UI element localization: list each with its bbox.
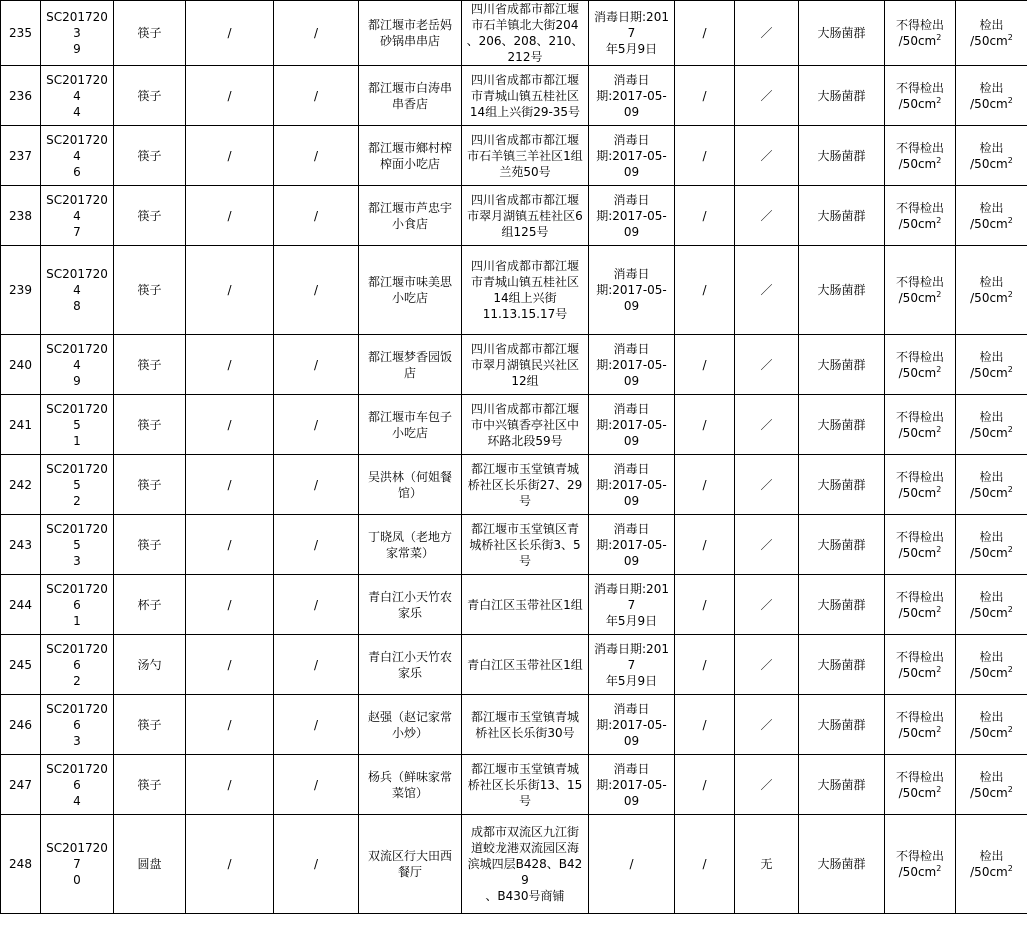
disinfection-date-cell: /: [589, 815, 675, 914]
standard-cell: [885, 1, 956, 66]
standard-cell: [885, 335, 956, 395]
unit-superscript: 2: [1007, 544, 1013, 554]
test-item-cell: 大肠菌群: [799, 335, 885, 395]
blank-cell-5: /: [274, 815, 359, 914]
table-row: [1, 455, 1027, 515]
unit-superscript: 2: [936, 724, 942, 734]
standard-cell: [885, 635, 956, 695]
table-row: [1, 335, 1027, 395]
result-cell-text: 检出 /50cm: [970, 769, 1008, 800]
standard-cell: [885, 695, 956, 755]
row-index-cell: 248: [1, 815, 41, 914]
result-cell: [956, 66, 1027, 126]
unit-superscript: 2: [936, 784, 942, 794]
standard-cell: [885, 815, 956, 914]
blank-cell-9: /: [675, 126, 735, 186]
blank-cell-10: ／: [735, 635, 799, 695]
blank-cell-5: /: [274, 66, 359, 126]
sample-code-cell: SC2017206 1: [41, 575, 114, 635]
result-cell: [956, 695, 1027, 755]
blank-cell-9: /: [675, 695, 735, 755]
standard-cell: [885, 575, 956, 635]
blank-cell-9: /: [675, 186, 735, 246]
standard-cell-text: 不得检出 /50cm: [895, 849, 944, 879]
result-cell-text: 检出 /50cm: [970, 80, 1008, 111]
row-index-cell: 235: [1, 1, 41, 66]
table-row: [1, 186, 1027, 246]
test-item-cell: 大肠菌群: [799, 126, 885, 186]
result-cell-text: 检出 /50cm: [970, 849, 1008, 879]
unit-superscript: 2: [936, 484, 942, 494]
blank-cell-9: /: [675, 395, 735, 455]
standard-cell: [885, 126, 956, 186]
row-index-cell: 239: [1, 246, 41, 335]
result-cell: [956, 455, 1027, 515]
table-row: [1, 815, 1027, 914]
result-cell-text: 检出 /50cm: [970, 275, 1008, 305]
result-cell-text: 检出 /50cm: [970, 649, 1008, 680]
business-name-cell: 青白江小天竹农 家乐: [359, 635, 462, 695]
unit-superscript: 2: [1007, 215, 1013, 225]
disinfection-date-cell: 消毒日 期:2017-05- 09: [589, 335, 675, 395]
sample-code-cell: SC2017206 3: [41, 695, 114, 755]
test-item-cell: 大肠菌群: [799, 575, 885, 635]
sample-item-cell: 筷子: [114, 335, 186, 395]
blank-cell-4: /: [186, 755, 274, 815]
unit-superscript: 2: [1007, 784, 1013, 794]
row-index-cell: 243: [1, 515, 41, 575]
standard-cell-text: 不得检出 /50cm: [895, 529, 944, 560]
blank-cell-10: ／: [735, 1, 799, 66]
result-cell-text: 检出 /50cm: [970, 349, 1008, 380]
test-item-cell: 大肠菌群: [799, 395, 885, 455]
row-index-cell: 244: [1, 575, 41, 635]
business-name-cell: 都江堰市白涛串 串香店: [359, 66, 462, 126]
unit-superscript: 2: [936, 864, 942, 873]
blank-cell-10: ／: [735, 335, 799, 395]
standard-cell: [885, 246, 956, 335]
blank-cell-9: /: [675, 575, 735, 635]
standard-cell-text: 不得检出 /50cm: [895, 18, 944, 48]
row-index-cell: 245: [1, 635, 41, 695]
disinfection-date-cell: 消毒日 期:2017-05- 09: [589, 246, 675, 335]
business-name-cell: 都江堰市老岳妈 砂锅串串店: [359, 1, 462, 66]
sample-item-cell: 筷子: [114, 1, 186, 66]
blank-cell-9: /: [675, 335, 735, 395]
result-cell: [956, 335, 1027, 395]
blank-cell-5: /: [274, 246, 359, 335]
blank-cell-4: /: [186, 66, 274, 126]
blank-cell-4: /: [186, 815, 274, 914]
unit-superscript: 2: [936, 290, 942, 299]
business-address-cell: 四川省成都市都江堰 市石羊镇北大街204 、206、208、210、 212号: [462, 1, 589, 66]
business-address-cell: 成都市双流区九江街 道蛟龙港双流园区海 滨城四层B428、B429 、B430号商铺: [462, 815, 589, 914]
disinfection-date-cell: 消毒日 期:2017-05- 09: [589, 455, 675, 515]
test-item-cell: 大肠菌群: [799, 186, 885, 246]
business-address-cell: 都江堰市玉堂镇青城 桥社区长乐街30号: [462, 695, 589, 755]
blank-cell-5: /: [274, 515, 359, 575]
sample-item-cell: 筷子: [114, 246, 186, 335]
table-body: [1, 1, 1027, 914]
row-index-cell: 240: [1, 335, 41, 395]
unit-superscript: 2: [1007, 424, 1013, 434]
result-cell: [956, 186, 1027, 246]
row-index-cell: 246: [1, 695, 41, 755]
result-cell: [956, 635, 1027, 695]
sample-code-cell: SC2017204 8: [41, 246, 114, 335]
blank-cell-5: /: [274, 186, 359, 246]
result-cell-text: 检出 /50cm: [970, 589, 1008, 620]
standard-cell-text: 不得检出 /50cm: [895, 589, 944, 620]
row-index-cell: 238: [1, 186, 41, 246]
business-address-cell: 四川省成都市都江堰 市中兴镇香亭社区中 环路北段59号: [462, 395, 589, 455]
result-cell: [956, 575, 1027, 635]
sample-code-cell: SC2017203 9: [41, 1, 114, 66]
business-address-cell: 四川省成都市都江堰 市青城山镇五桂社区 14组上兴街 11.13.15.17号: [462, 246, 589, 335]
sample-code-cell: SC2017206 4: [41, 755, 114, 815]
result-cell-text: 检出 /50cm: [970, 409, 1008, 440]
standard-cell-text: 不得检出 /50cm: [895, 469, 944, 500]
test-item-cell: 大肠菌群: [799, 755, 885, 815]
unit-superscript: 2: [936, 95, 942, 105]
blank-cell-5: /: [274, 755, 359, 815]
test-item-cell: 大肠菌群: [799, 695, 885, 755]
unit-superscript: 2: [936, 664, 942, 674]
business-address-cell: 都江堰市玉堂镇区青 城桥社区长乐街3、5 号: [462, 515, 589, 575]
row-index-cell: 237: [1, 126, 41, 186]
business-name-cell: 都江堰市味美思 小吃店: [359, 246, 462, 335]
blank-cell-5: /: [274, 695, 359, 755]
blank-cell-10: ／: [735, 695, 799, 755]
unit-superscript: 2: [1007, 864, 1013, 873]
result-cell: [956, 126, 1027, 186]
sample-code-cell: SC2017204 4: [41, 66, 114, 126]
blank-cell-4: /: [186, 695, 274, 755]
blank-cell-9: /: [675, 455, 735, 515]
standard-cell-text: 不得检出 /50cm: [895, 140, 944, 171]
blank-cell-4: /: [186, 335, 274, 395]
disinfection-date-cell: 消毒日期:2017 年5月9日: [589, 1, 675, 66]
sample-item-cell: 筷子: [114, 515, 186, 575]
business-address-cell: 四川省成都市都江堰 市翠月湖镇五桂社区6 组125号: [462, 186, 589, 246]
blank-cell-4: /: [186, 455, 274, 515]
blank-cell-9: /: [675, 755, 735, 815]
unit-superscript: 2: [936, 33, 942, 42]
disinfection-date-cell: 消毒日期:2017 年5月9日: [589, 635, 675, 695]
blank-cell-4: /: [186, 246, 274, 335]
standard-cell-text: 不得检出 /50cm: [895, 409, 944, 440]
unit-superscript: 2: [936, 364, 942, 374]
standard-cell: [885, 186, 956, 246]
test-item-cell: 大肠菌群: [799, 1, 885, 66]
unit-superscript: 2: [1007, 664, 1013, 674]
standard-cell: [885, 455, 956, 515]
business-name-cell: 杨兵（鲜味家常 菜馆）: [359, 755, 462, 815]
business-address-cell: 青白江区玉带社区1组: [462, 575, 589, 635]
table-row: [1, 246, 1027, 335]
disinfection-date-cell: 消毒日 期:2017-05- 09: [589, 515, 675, 575]
row-index-cell: 247: [1, 755, 41, 815]
sample-code-cell: SC2017204 7: [41, 186, 114, 246]
business-name-cell: 丁晓凤（老地方 家常菜）: [359, 515, 462, 575]
standard-cell: [885, 515, 956, 575]
table-row: [1, 395, 1027, 455]
unit-superscript: 2: [1007, 155, 1013, 165]
table-row: [1, 695, 1027, 755]
blank-cell-5: /: [274, 335, 359, 395]
disinfection-date-cell: 消毒日期:2017 年5月9日: [589, 575, 675, 635]
blank-cell-10: ／: [735, 395, 799, 455]
result-cell: [956, 395, 1027, 455]
standard-cell-text: 不得检出 /50cm: [895, 649, 944, 680]
sample-code-cell: SC2017205 1: [41, 395, 114, 455]
business-address-cell: 都江堰市玉堂镇青城 桥社区长乐街27、29 号: [462, 455, 589, 515]
blank-cell-10: ／: [735, 186, 799, 246]
business-name-cell: 吴洪林（何姐餐 馆）: [359, 455, 462, 515]
table-row: [1, 575, 1027, 635]
blank-cell-5: /: [274, 1, 359, 66]
unit-superscript: 2: [1007, 290, 1013, 299]
sample-item-cell: 汤勺: [114, 635, 186, 695]
business-address-cell: 四川省成都市都江堰 市石羊镇三羊社区1组 兰苑50号: [462, 126, 589, 186]
unit-superscript: 2: [1007, 724, 1013, 734]
business-address-cell: 青白江区玉带社区1组: [462, 635, 589, 695]
blank-cell-4: /: [186, 515, 274, 575]
test-item-cell: 大肠菌群: [799, 635, 885, 695]
disinfection-date-cell: 消毒日 期:2017-05- 09: [589, 186, 675, 246]
row-index-cell: 241: [1, 395, 41, 455]
business-name-cell: 赵强（赵记家常 小炒）: [359, 695, 462, 755]
blank-cell-4: /: [186, 395, 274, 455]
blank-cell-9: /: [675, 515, 735, 575]
disinfection-date-cell: 消毒日 期:2017-05- 09: [589, 395, 675, 455]
result-cell: [956, 1, 1027, 66]
result-cell: [956, 246, 1027, 335]
business-name-cell: 都江堰市车包子 小吃店: [359, 395, 462, 455]
blank-cell-9: /: [675, 246, 735, 335]
blank-cell-9: /: [675, 66, 735, 126]
blank-cell-9: /: [675, 815, 735, 914]
business-address-cell: 四川省成都市都江堰 市青城山镇五桂社区 14组上兴街29-35号: [462, 66, 589, 126]
blank-cell-10: ／: [735, 66, 799, 126]
sample-item-cell: 筷子: [114, 66, 186, 126]
test-item-cell: 大肠菌群: [799, 66, 885, 126]
standard-cell-text: 不得检出 /50cm: [895, 200, 944, 231]
sample-item-cell: 圆盘: [114, 815, 186, 914]
sample-item-cell: 筷子: [114, 455, 186, 515]
blank-cell-4: /: [186, 126, 274, 186]
blank-cell-10: ／: [735, 515, 799, 575]
unit-superscript: 2: [936, 544, 942, 554]
sample-code-cell: SC2017205 3: [41, 515, 114, 575]
standard-cell-text: 不得检出 /50cm: [895, 709, 944, 740]
unit-superscript: 2: [1007, 364, 1013, 374]
unit-superscript: 2: [936, 155, 942, 165]
blank-cell-10: ／: [735, 455, 799, 515]
test-item-cell: 大肠菌群: [799, 515, 885, 575]
unit-superscript: 2: [936, 604, 942, 614]
standard-cell: [885, 755, 956, 815]
blank-cell-4: /: [186, 1, 274, 66]
table-row: [1, 66, 1027, 126]
blank-cell-10: ／: [735, 126, 799, 186]
standard-cell: [885, 66, 956, 126]
business-address-cell: 四川省成都市都江堰 市翠月湖镇民兴社区 12组: [462, 335, 589, 395]
unit-superscript: 2: [1007, 484, 1013, 494]
result-cell: [956, 515, 1027, 575]
business-name-cell: 都江堰梦香园饭 店: [359, 335, 462, 395]
result-cell-text: 检出 /50cm: [970, 18, 1008, 48]
blank-cell-4: /: [186, 186, 274, 246]
sample-item-cell: 筷子: [114, 186, 186, 246]
blank-cell-9: /: [675, 1, 735, 66]
blank-cell-5: /: [274, 635, 359, 695]
table-row: [1, 126, 1027, 186]
blank-cell-10: ／: [735, 755, 799, 815]
disinfection-date-cell: 消毒日 期:2017-05- 09: [589, 126, 675, 186]
result-cell: [956, 815, 1027, 914]
unit-superscript: 2: [936, 424, 942, 434]
sample-item-cell: 筷子: [114, 755, 186, 815]
standard-cell-text: 不得检出 /50cm: [895, 769, 944, 800]
sample-item-cell: 筷子: [114, 395, 186, 455]
business-name-cell: 都江堰市鄉村榨 榨面小吃店: [359, 126, 462, 186]
blank-cell-10: ／: [735, 575, 799, 635]
standard-cell-text: 不得检出 /50cm: [895, 349, 944, 380]
blank-cell-9: /: [675, 635, 735, 695]
business-address-cell: 都江堰市玉堂镇青城 桥社区长乐街13、15 号: [462, 755, 589, 815]
sample-code-cell: SC2017207 0: [41, 815, 114, 914]
blank-cell-5: /: [274, 455, 359, 515]
result-cell-text: 检出 /50cm: [970, 469, 1008, 500]
unit-superscript: 2: [1007, 33, 1013, 42]
sample-code-cell: SC2017204 9: [41, 335, 114, 395]
standard-cell: [885, 395, 956, 455]
table-row: [1, 515, 1027, 575]
disinfection-date-cell: 消毒日 期:2017-05- 09: [589, 695, 675, 755]
standard-cell-text: 不得检出 /50cm: [895, 275, 944, 305]
unit-superscript: 2: [936, 215, 942, 225]
blank-cell-4: /: [186, 575, 274, 635]
table-row: [1, 635, 1027, 695]
business-name-cell: 青白江小天竹农 家乐: [359, 575, 462, 635]
table-row: [1, 1, 1027, 66]
sample-item-cell: 杯子: [114, 575, 186, 635]
disinfection-date-cell: 消毒日 期:2017-05- 09: [589, 755, 675, 815]
sample-code-cell: SC2017205 2: [41, 455, 114, 515]
test-item-cell: 大肠菌群: [799, 815, 885, 914]
sample-item-cell: 筷子: [114, 695, 186, 755]
result-cell-text: 检出 /50cm: [970, 140, 1008, 171]
business-name-cell: 都江堰市芦忠宇 小食店: [359, 186, 462, 246]
sample-code-cell: SC2017204 6: [41, 126, 114, 186]
unit-superscript: 2: [1007, 604, 1013, 614]
unit-superscript: 2: [1007, 95, 1013, 105]
result-cell-text: 检出 /50cm: [970, 200, 1008, 231]
blank-cell-10: ／: [735, 246, 799, 335]
sample-code-cell: SC2017206 2: [41, 635, 114, 695]
blank-cell-5: /: [274, 395, 359, 455]
blank-cell-5: /: [274, 126, 359, 186]
disinfection-date-cell: 消毒日 期:2017-05- 09: [589, 66, 675, 126]
blank-cell-4: /: [186, 635, 274, 695]
standard-cell-text: 不得检出 /50cm: [895, 80, 944, 111]
sample-item-cell: 筷子: [114, 126, 186, 186]
result-cell: [956, 755, 1027, 815]
test-item-cell: 大肠菌群: [799, 455, 885, 515]
row-index-cell: 236: [1, 66, 41, 126]
table-row: [1, 755, 1027, 815]
row-index-cell: 242: [1, 455, 41, 515]
blank-cell-10: 无: [735, 815, 799, 914]
result-cell-text: 检出 /50cm: [970, 709, 1008, 740]
test-item-cell: 大肠菌群: [799, 246, 885, 335]
result-cell-text: 检出 /50cm: [970, 529, 1008, 560]
blank-cell-5: /: [274, 575, 359, 635]
business-name-cell: 双流区行大田西 餐厅: [359, 815, 462, 914]
